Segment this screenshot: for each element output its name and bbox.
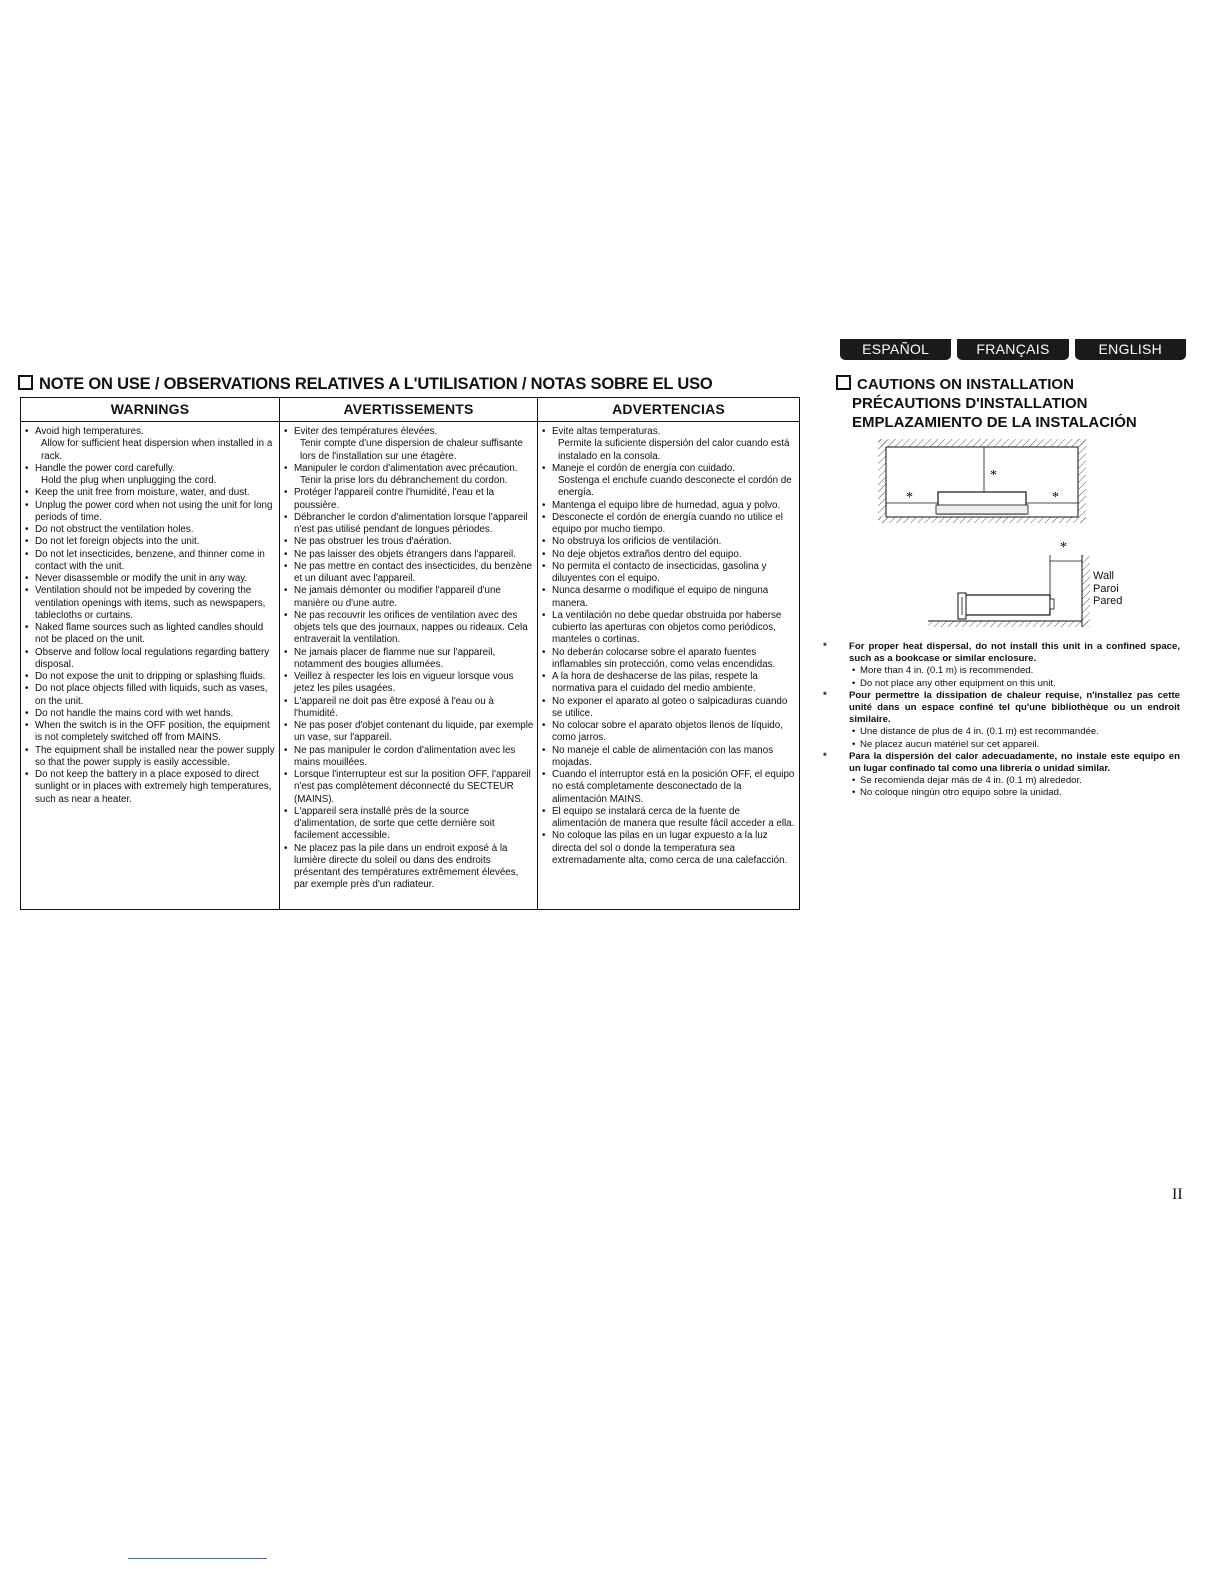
warning-item <box>284 512 534 537</box>
note-spanish-bullet: • Se recomienda dejar más de 4 in. (0.1 m) alrededor. <box>852 775 1180 787</box>
warning-item-text: Manipuler le cordon d'alimentation avec précaution. <box>294 462 518 474</box>
warning-item <box>542 745 796 770</box>
warning-item-text: No deberán colocarse sobre el aparato fuentes inflamables sin protección, como velas encendidas. <box>552 646 776 670</box>
cautions-title <box>836 375 1137 432</box>
note-spanish-bullet: • No coloque ningún otro equipo sobre la unidad. <box>852 787 1180 799</box>
warning-item <box>25 683 276 708</box>
warning-item <box>284 463 534 488</box>
warning-item <box>284 745 534 770</box>
warning-item-text: No obstruya los orificios de ventilación. <box>552 536 722 548</box>
warning-item-text: Ne placez pas la pile dans un endroit exposé à la lumière directe du soleil ou dans des endroits présentant des températures extrêmement élevées, par exemple près d'un radiateur. <box>294 842 519 891</box>
warning-item-text: El equipo se instalará cerca de la fuente de alimentación de manera que resulte fácil acceder a ella. <box>552 805 795 829</box>
wall-label-fr: Paroi <box>1093 582 1119 595</box>
warning-item <box>25 769 276 806</box>
warning-item-subtext: Tenir compte d'une dispersion de chaleur suffisante lors de l'installation sur une étagère. <box>300 438 523 462</box>
advertencias-heading: ADVERTENCIAS <box>538 398 800 422</box>
warning-item-text: Unplug the power cord when not using the unit for long periods of time. <box>35 499 273 523</box>
warning-item <box>25 720 276 745</box>
page-number: II <box>1172 1186 1183 1203</box>
cautions-title-line2: PRÉCAUTIONS D'INSTALLATION <box>852 395 1088 412</box>
warning-item <box>542 561 796 586</box>
warning-item <box>284 561 534 586</box>
warning-item-text: No permita el contacto de insecticidas, gasolina y diluyentes con el equipo. <box>552 560 767 584</box>
warning-item <box>25 500 276 525</box>
warning-item <box>25 708 276 720</box>
warning-item <box>542 769 796 806</box>
language-tabs <box>840 339 1186 360</box>
warning-item <box>25 524 276 536</box>
warning-item-text: Ne jamais démonter ou modifier l'appareil d'une manière ou d'une autre. <box>294 585 501 609</box>
warning-item-text: Maneje el cordón de energía con cuidado. <box>552 462 736 474</box>
warning-item <box>542 500 796 512</box>
advertencias-column <box>538 422 800 910</box>
warning-item <box>25 671 276 683</box>
note-english: * For proper heat dispersal, do not install this unit in a confined space, such as a bookcase or similar enclosure. • More than 4 in. (0.1 m) is recommended. • Do not place any other equipment on this unit. <box>836 641 1180 690</box>
warning-item-text: Cuando el interruptor está en la posición OFF, el equipo no está completamente desconectado de la alimentación MAINS. <box>552 769 795 805</box>
warning-item-text: A la hora de deshacerse de las pilas, respete la normativa para el cuidado del medio ambiente. <box>552 671 758 695</box>
cautions-title-line1: CAUTIONS ON INSTALLATION <box>857 376 1074 393</box>
warning-item-text: Do not handle the mains cord with wet hands. <box>35 707 234 719</box>
warning-item <box>284 769 534 806</box>
warning-item-text: Desconecte el cordón de energía cuando no utilice el equipo por mucho tiempo. <box>552 511 783 535</box>
warning-item <box>284 720 534 745</box>
warning-item-subtext: Permite la suficiente dispersión del calor cuando está instalado en la consola. <box>558 438 790 462</box>
warning-item-subtext: Allow for sufficient heat dispersion when installed in a rack. <box>41 438 273 462</box>
warning-item-text: Handle the power cord carefully. <box>35 462 175 474</box>
warning-item-text: Lorsque l'interrupteur est sur la position OFF, l'appareil n'est pas complètement déconnecté du SECTEUR (MAINS). <box>294 769 531 805</box>
warning-item <box>284 536 534 548</box>
warning-item-text: Veillez à respecter les lois en vigueur lorsque vous jetez les piles usagées. <box>294 671 514 695</box>
warning-item <box>542 696 796 721</box>
warning-item <box>542 463 796 500</box>
warning-item-text: Avoid high temperatures. <box>35 426 144 437</box>
side-view-wall <box>928 540 1090 627</box>
warning-item <box>542 647 796 672</box>
warning-item <box>542 610 796 647</box>
warning-item-text: Observe and follow local regulations regarding battery disposal. <box>35 646 270 670</box>
warning-item <box>25 487 276 499</box>
warning-item <box>542 806 796 831</box>
warning-item-text: Do not keep the battery in a place exposed to direct sunlight or in places with extremely high temperatures, such as near a heater. <box>35 769 272 805</box>
warning-item <box>284 585 534 610</box>
warning-item <box>542 671 796 696</box>
warning-item-text: Do not obstruct the ventilation holes. <box>35 524 194 535</box>
warning-item <box>284 647 534 672</box>
warning-item-subtext: Sostenga el enchufe cuando desconecte el cordón de energía. <box>558 475 792 499</box>
warning-item <box>284 426 534 463</box>
warnings-column <box>21 422 280 910</box>
warning-item-text: The equipment shall be installed near the power supply so that the power supply is easily accessible. <box>35 744 275 768</box>
warning-item <box>284 696 534 721</box>
warning-item-text: Naked flame sources such as lighted candles should not be placed on the unit. <box>35 622 264 646</box>
unit-side-view <box>958 593 1054 619</box>
warning-item-text: Ne pas obstruer les trous d'aération. <box>294 536 452 548</box>
warning-item <box>25 585 276 622</box>
warning-item-text: Evite altas temperaturas. <box>552 426 661 437</box>
warning-item <box>25 745 276 770</box>
clearance-star-top: * <box>990 468 997 483</box>
lang-tab-francais: FRANÇAIS <box>957 339 1068 360</box>
warning-item-text: Never disassemble or modify the unit in any way. <box>35 573 248 584</box>
warning-item <box>284 671 534 696</box>
warning-item-text: Ne pas recouvrir les orifices de ventilation avec des objets tels que des journaux, nappes ou rideaux. Cela entraverait la ventilation. <box>294 609 528 646</box>
warning-item-text: Protéger l'appareil contre l'humidité, l'eau et la poussière. <box>294 487 495 511</box>
warning-item <box>284 487 534 512</box>
avertissements-column <box>280 422 538 910</box>
warning-item <box>25 647 276 672</box>
warning-item-text: No exponer el aparato al goteo o salpicaduras cuando se utilice. <box>552 695 788 719</box>
warning-item <box>284 806 534 843</box>
warning-item-text: No maneje el cable de alimentación con las manos mojadas. <box>552 744 774 768</box>
warning-item <box>542 585 796 610</box>
note-spanish-heading: Para la dispersión del calor adecuadamente, no instale este equipo en un lugar confinado tal como una librería o unidad similar. <box>849 750 1180 775</box>
warning-item <box>25 549 276 574</box>
warnings-heading: WARNINGS <box>21 398 280 422</box>
wall-label-en: Wall <box>1093 570 1114 582</box>
warning-item-text: Ne pas manipuler le cordon d'alimentation avec les mains mouillées. <box>294 744 516 768</box>
warning-item-text: Ventilation should not be impeded by covering the ventilation openings with items, such as newspapers, tablecloths or curtains. <box>35 585 266 621</box>
warning-item <box>542 830 796 867</box>
lang-tab-espanol: ESPAÑOL <box>840 339 951 360</box>
note-french-heading: Pour permettre la dissipation de chaleur requise, n'installez pas cette unité dans un espace confiné tel qu'une bibliothèque ou un endroit similaire. <box>849 689 1180 726</box>
warning-item-subtext: Hold the plug when unplugging the cord. <box>41 475 217 486</box>
installation-notes <box>823 641 1180 800</box>
warning-item <box>25 463 276 488</box>
note-english-bullet: • More than 4 in. (0.1 m) is recommended. <box>852 665 1180 677</box>
warning-item <box>25 622 276 647</box>
warning-item <box>284 843 534 892</box>
note-french-bullet: • Une distance de plus de 4 in. (0.1 m) est recommandée. <box>852 726 1180 738</box>
warning-item-text: Débrancher le cordon d'alimentation lorsque l'appareil n'est pas utilisé pendant de longues périodes. <box>294 511 528 535</box>
warning-item-text: Do not let insecticides, benzene, and thinner come in contact with the unit. <box>35 548 265 572</box>
note-french: * Pour permettre la dissipation de chaleur requise, n'installez pas cette unité dans un espace confiné tel qu'une bibliothèque ou un endroit similaire. • Une distance de plus de 4 in. (0.1 m) est recommandée. • Ne placez aucun matériel sur cet appareil. <box>836 690 1180 751</box>
warning-item-text: La ventilación no debe quedar obstruida por haberse cubierto las aperturas con objetos como periódicos, manteles o cortinas. <box>552 609 782 646</box>
note-english-bullet: • Do not place any other equipment on this unit. <box>852 678 1180 690</box>
warning-item <box>542 536 796 548</box>
warning-item-text: L'appareil sera installé près de la source d'alimentation, de sorte que cette dernière soit facilement accessible. <box>294 805 495 842</box>
warning-item-text: Ne jamais placer de flamme nue sur l'appareil, notamment des bougies allumées. <box>294 646 496 670</box>
warning-item-text: When the switch is in the OFF position, the equipment is not completely switched off from MAINS. <box>35 720 270 744</box>
warning-item <box>542 720 796 745</box>
warning-item <box>284 610 534 647</box>
clearance-star-side: * <box>1060 540 1067 555</box>
warning-item-text: Do not expose the unit to dripping or splashing fluids. <box>35 671 266 682</box>
checkbox-square-icon <box>836 375 851 390</box>
warning-item-text: Mantenga el equipo libre de humedad, agua y polvo. <box>552 499 781 511</box>
warning-item-text: L'appareil ne doit pas être exposé à l'eau ou à l'humidité. <box>294 695 494 719</box>
warning-item-text: Ne pas mettre en contact des insecticides, du benzène et un diluant avec l'appareil. <box>294 560 532 584</box>
note-spanish: * Para la dispersión del calor adecuadamente, no instale este equipo en un lugar confinado tal como una librería o unidad similar. • Se recomienda dejar más de 4 in. (0.1 m) alrededor. • No coloque ningún otro equipo sobre la unidad. <box>836 751 1180 800</box>
warning-item-text: Eviter des températures élevées. <box>294 426 438 437</box>
installation-diagram <box>876 437 1092 633</box>
warning-item-text: No colocar sobre el aparato objetos llenos de líquido, como jarros. <box>552 720 783 744</box>
warning-item <box>25 536 276 548</box>
unit-top-view <box>936 492 1028 514</box>
clearance-star-left: * <box>906 490 913 505</box>
note-on-use-title <box>18 375 713 394</box>
warning-item <box>25 426 276 463</box>
warning-item <box>542 512 796 537</box>
warning-item-text: Do not let foreign objects into the unit. <box>35 536 200 548</box>
lang-tab-english: ENGLISH <box>1075 339 1186 360</box>
bottom-rule <box>128 1558 267 1559</box>
note-english-heading: For proper heat dispersal, do not install this unit in a confined space, such as a bookcase or similar enclosure. <box>849 641 1180 665</box>
warning-item-text: No deje objetos extraños dentro del equipo. <box>552 548 742 560</box>
warning-item <box>284 549 534 561</box>
warning-item-text: Do not place objects filled with liquids, such as vases, on the unit. <box>35 683 268 707</box>
note-french-bullet: • Ne placez aucun matériel sur cet appareil. <box>852 739 1180 751</box>
warning-item <box>542 426 796 463</box>
warning-item <box>542 549 796 561</box>
warning-item-text: No coloque las pilas en un lugar expuesto a la luz directa del sol o donde la temperatura sea extremadamente alta, como cerca de una calefacción. <box>552 830 788 866</box>
warning-item-text: Nunca desarme o modifique el equipo de ninguna manera. <box>552 585 769 609</box>
avertissements-heading: AVERTISSEMENTS <box>280 398 538 422</box>
warnings-table <box>20 397 800 910</box>
wall-label-es: Pared <box>1093 595 1123 607</box>
warning-item-text: Ne pas laisser des objets étrangers dans l'appareil. <box>294 548 516 560</box>
clearance-star-right: * <box>1052 490 1059 505</box>
warning-item-text: Ne pas poser d'objet contenant du liquide, par exemple un vase, sur l'appareil. <box>294 720 534 744</box>
warning-item-subtext: Tenir la prise lors du débranchement du cordon. <box>300 475 508 486</box>
warning-item-text: Keep the unit free from moisture, water, and dust. <box>35 487 250 499</box>
warning-item <box>25 573 276 585</box>
cautions-title-line3: EMPLAZAMIENTO DE LA INSTALACIÓN <box>852 414 1137 431</box>
top-view-enclosure <box>878 439 1086 523</box>
wall-labels <box>1093 570 1122 608</box>
note-on-use-title-text: NOTE ON USE / OBSERVATIONS RELATIVES A L'UTILISATION / NOTAS SOBRE EL USO <box>39 375 713 393</box>
checkbox-square-icon <box>18 375 33 390</box>
